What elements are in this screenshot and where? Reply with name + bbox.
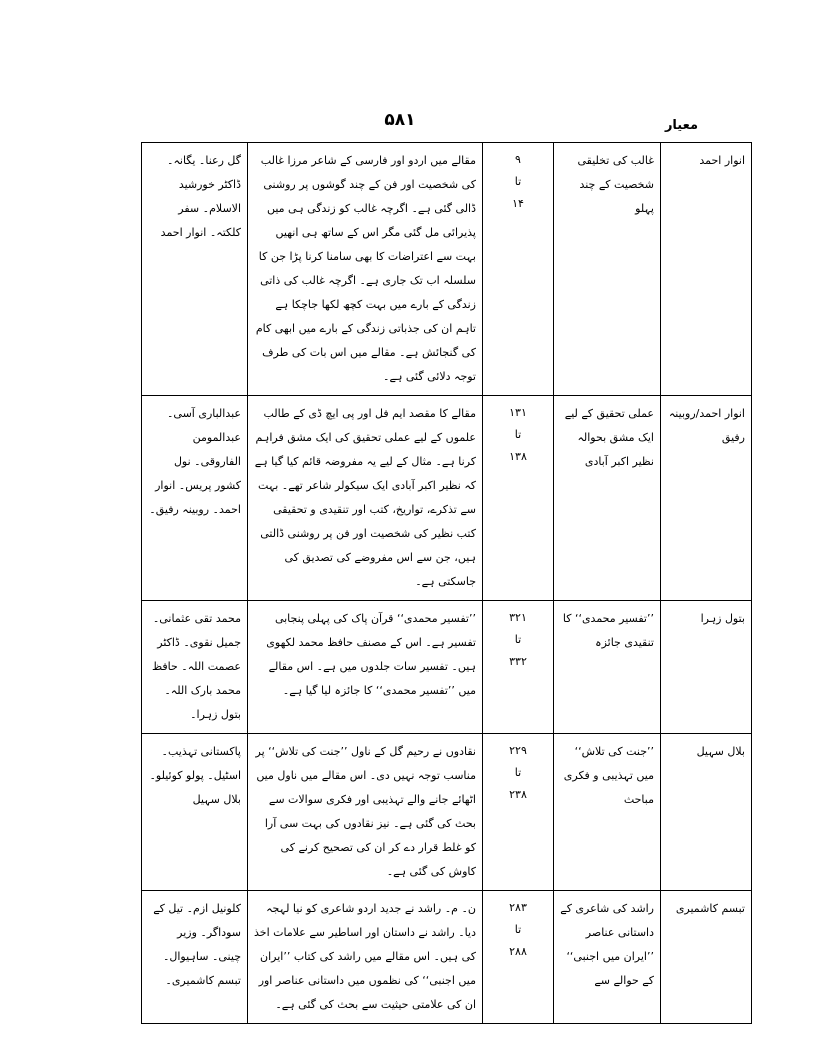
summary-cell: ن۔ م۔ راشد نے جدید اردو شاعری کو نیا لہجہ دیا۔ راشد نے داستان اور اساطیر سے علامات اخذ کی ہیں۔ اس مقالے میں راشد کی کتاب ’’ایران میں اجنبی‘‘ کی نظموں میں داستانی عناصر اور ان کی علامتی حیثیت سے بحث کی گئی ہے۔: [248, 891, 483, 1024]
pages-cell: [483, 891, 554, 1024]
table-row: [142, 143, 752, 396]
page-sep: تا: [514, 633, 522, 646]
author-cell: انوار احمد/روبینہ رفیق: [661, 396, 752, 601]
table-row: [142, 601, 752, 734]
author-cell: بتول زہرا: [661, 601, 752, 734]
pages-cell: [483, 734, 554, 891]
title-cell: راشد کی شاعری کے داستانی عناصر ’’ایران میں اجنبی‘‘ کے حوالے سے: [554, 891, 661, 1024]
page-number: ۵۸۱: [384, 110, 416, 130]
title-cell: ’’تفسیر محمدی‘‘ کا تنقیدی جائزہ: [554, 601, 661, 734]
page-from: ۲۸۳: [509, 901, 527, 914]
page-sep: تا: [514, 923, 522, 936]
page-sep: تا: [514, 428, 522, 441]
table-row: [142, 396, 752, 601]
page-sep: تا: [514, 766, 522, 779]
title-cell: غالب کی تخلیقی شخصیت کے چند پہلو: [554, 143, 661, 396]
page-to: ۲۳۸: [509, 788, 527, 801]
author-cell: تبسم کاشمیری: [661, 891, 752, 1024]
title-cell: عملی تحقیق کے لیے ایک مشق بحوالہ نظیر اکبر آبادی: [554, 396, 661, 601]
summary-cell: مقالے میں اردو اور فارسی کے شاعر مرزا غالب کی شخصیت اور فن کے چند گوشوں پر روشنی ڈالی گئی ہے۔ اگرچہ غالب کو زندگی ہی میں پذیرائی مل گئی مگر اس کے ساتھ ہی انھیں بہت سے اعتراضات کا بھی سامنا کرنا پڑا جن کا سلسلہ اب تک جاری ہے۔ اگرچہ غالب کی ذاتی زندگی کے بارے میں بہت کچھ لکھا جاچکا ہے تاہم ان کی جذباتی زندگی کے بارے میں ابھی کام کی گنجائش ہے۔ مقالے میں اس بات کی طرف توجہ دلائی گئی ہے۔: [248, 143, 483, 396]
table-row: [142, 734, 752, 891]
refs-cell: عبدالباری آسی۔ عبدالمومن الفاروقی۔ نول کشور پریس۔ انوار احمد۔ روبینہ رفیق۔: [142, 396, 248, 601]
page-from: ۳۲۱: [509, 611, 527, 624]
author-cell: انوار احمد: [661, 143, 752, 396]
refs-cell: پاکستانی تہذیب۔ اسٹیل۔ پولو کوئیلو۔ بلال سہیل: [142, 734, 248, 891]
summary-cell: ’’تفسیر محمدی‘‘ قرآن پاک کی پہلی پنجابی تفسیر ہے۔ اس کے مصنف حافظ محمد لکھوی ہیں۔ تفسیر سات جلدوں میں ہے۔ اس مقالے میں ’’تفسیر محمدی‘‘ کا جائزہ لیا گیا ہے۔: [248, 601, 483, 734]
table-row: [142, 891, 752, 1024]
summary-cell: نقادوں نے رحیم گل کے ناول ’’جنت کی تلاش‘‘ پر مناسب توجہ نہیں دی۔ اس مقالے میں ناول میں اٹھائے جانے والے تہذیبی اور فکری سوالات سے بحث کی گئی ہے۔ نیز نقادوں کی بہت سی آرا کو غلط قرار دے کر ان کی تصحیح کرنے کی کاوش کی گئی ہے۔: [248, 734, 483, 891]
author-cell: بلال سہیل: [661, 734, 752, 891]
page-to: ۱۳۸: [509, 450, 527, 463]
pages-cell: [483, 396, 554, 601]
page-to: ۲۸۸: [509, 945, 527, 958]
title-cell: ’’جنت کی تلاش‘‘ میں تہذیبی و فکری مباحث: [554, 734, 661, 891]
page-from: ۲۲۹: [509, 744, 527, 757]
pages-cell: [483, 143, 554, 396]
running-head: معیار: [664, 118, 698, 133]
page-sep: تا: [514, 175, 522, 188]
refs-cell: محمد تقی عثمانی۔ جمیل نقوی۔ ڈاکٹر عصمت اللہ۔ حافظ محمد بارک اللہ۔ بتول زہرا۔: [142, 601, 248, 734]
page-to: ۱۴: [512, 197, 524, 210]
page-from: ۹: [515, 153, 521, 166]
refs-cell: کلونیل ازم۔ تیل کے سوداگر۔ وزیر چینی۔ ساہیوال۔ تبسم کاشمیری۔: [142, 891, 248, 1024]
page-from: ۱۳۱: [509, 406, 527, 419]
index-table: [141, 142, 752, 1024]
refs-cell: گل رعنا۔ یگانہ۔ ڈاکٹر خورشید الاسلام۔ سفر کلکتہ۔ انوار احمد: [142, 143, 248, 396]
summary-cell: مقالے کا مقصد ایم فل اور پی ایچ ڈی کے طالب علموں کے لیے عملی تحقیق کی ایک مشق فراہم کرنا ہے۔ مثال کے لیے یہ مفروضہ قائم کیا گیا ہے کہ نظیر اکبر آبادی ایک سیکولر شاعر تھے۔ بہت سے تذکرے، تواریخ، کتب اور تنقیدی و تحقیقی کتب نظیر کی شخصیت اور فن پر روشنی ڈالتی ہیں، جن سے اس مفروضے کی تصدیق کی جاسکتی ہے۔: [248, 396, 483, 601]
page-to: ۳۳۲: [509, 655, 527, 668]
pages-cell: [483, 601, 554, 734]
